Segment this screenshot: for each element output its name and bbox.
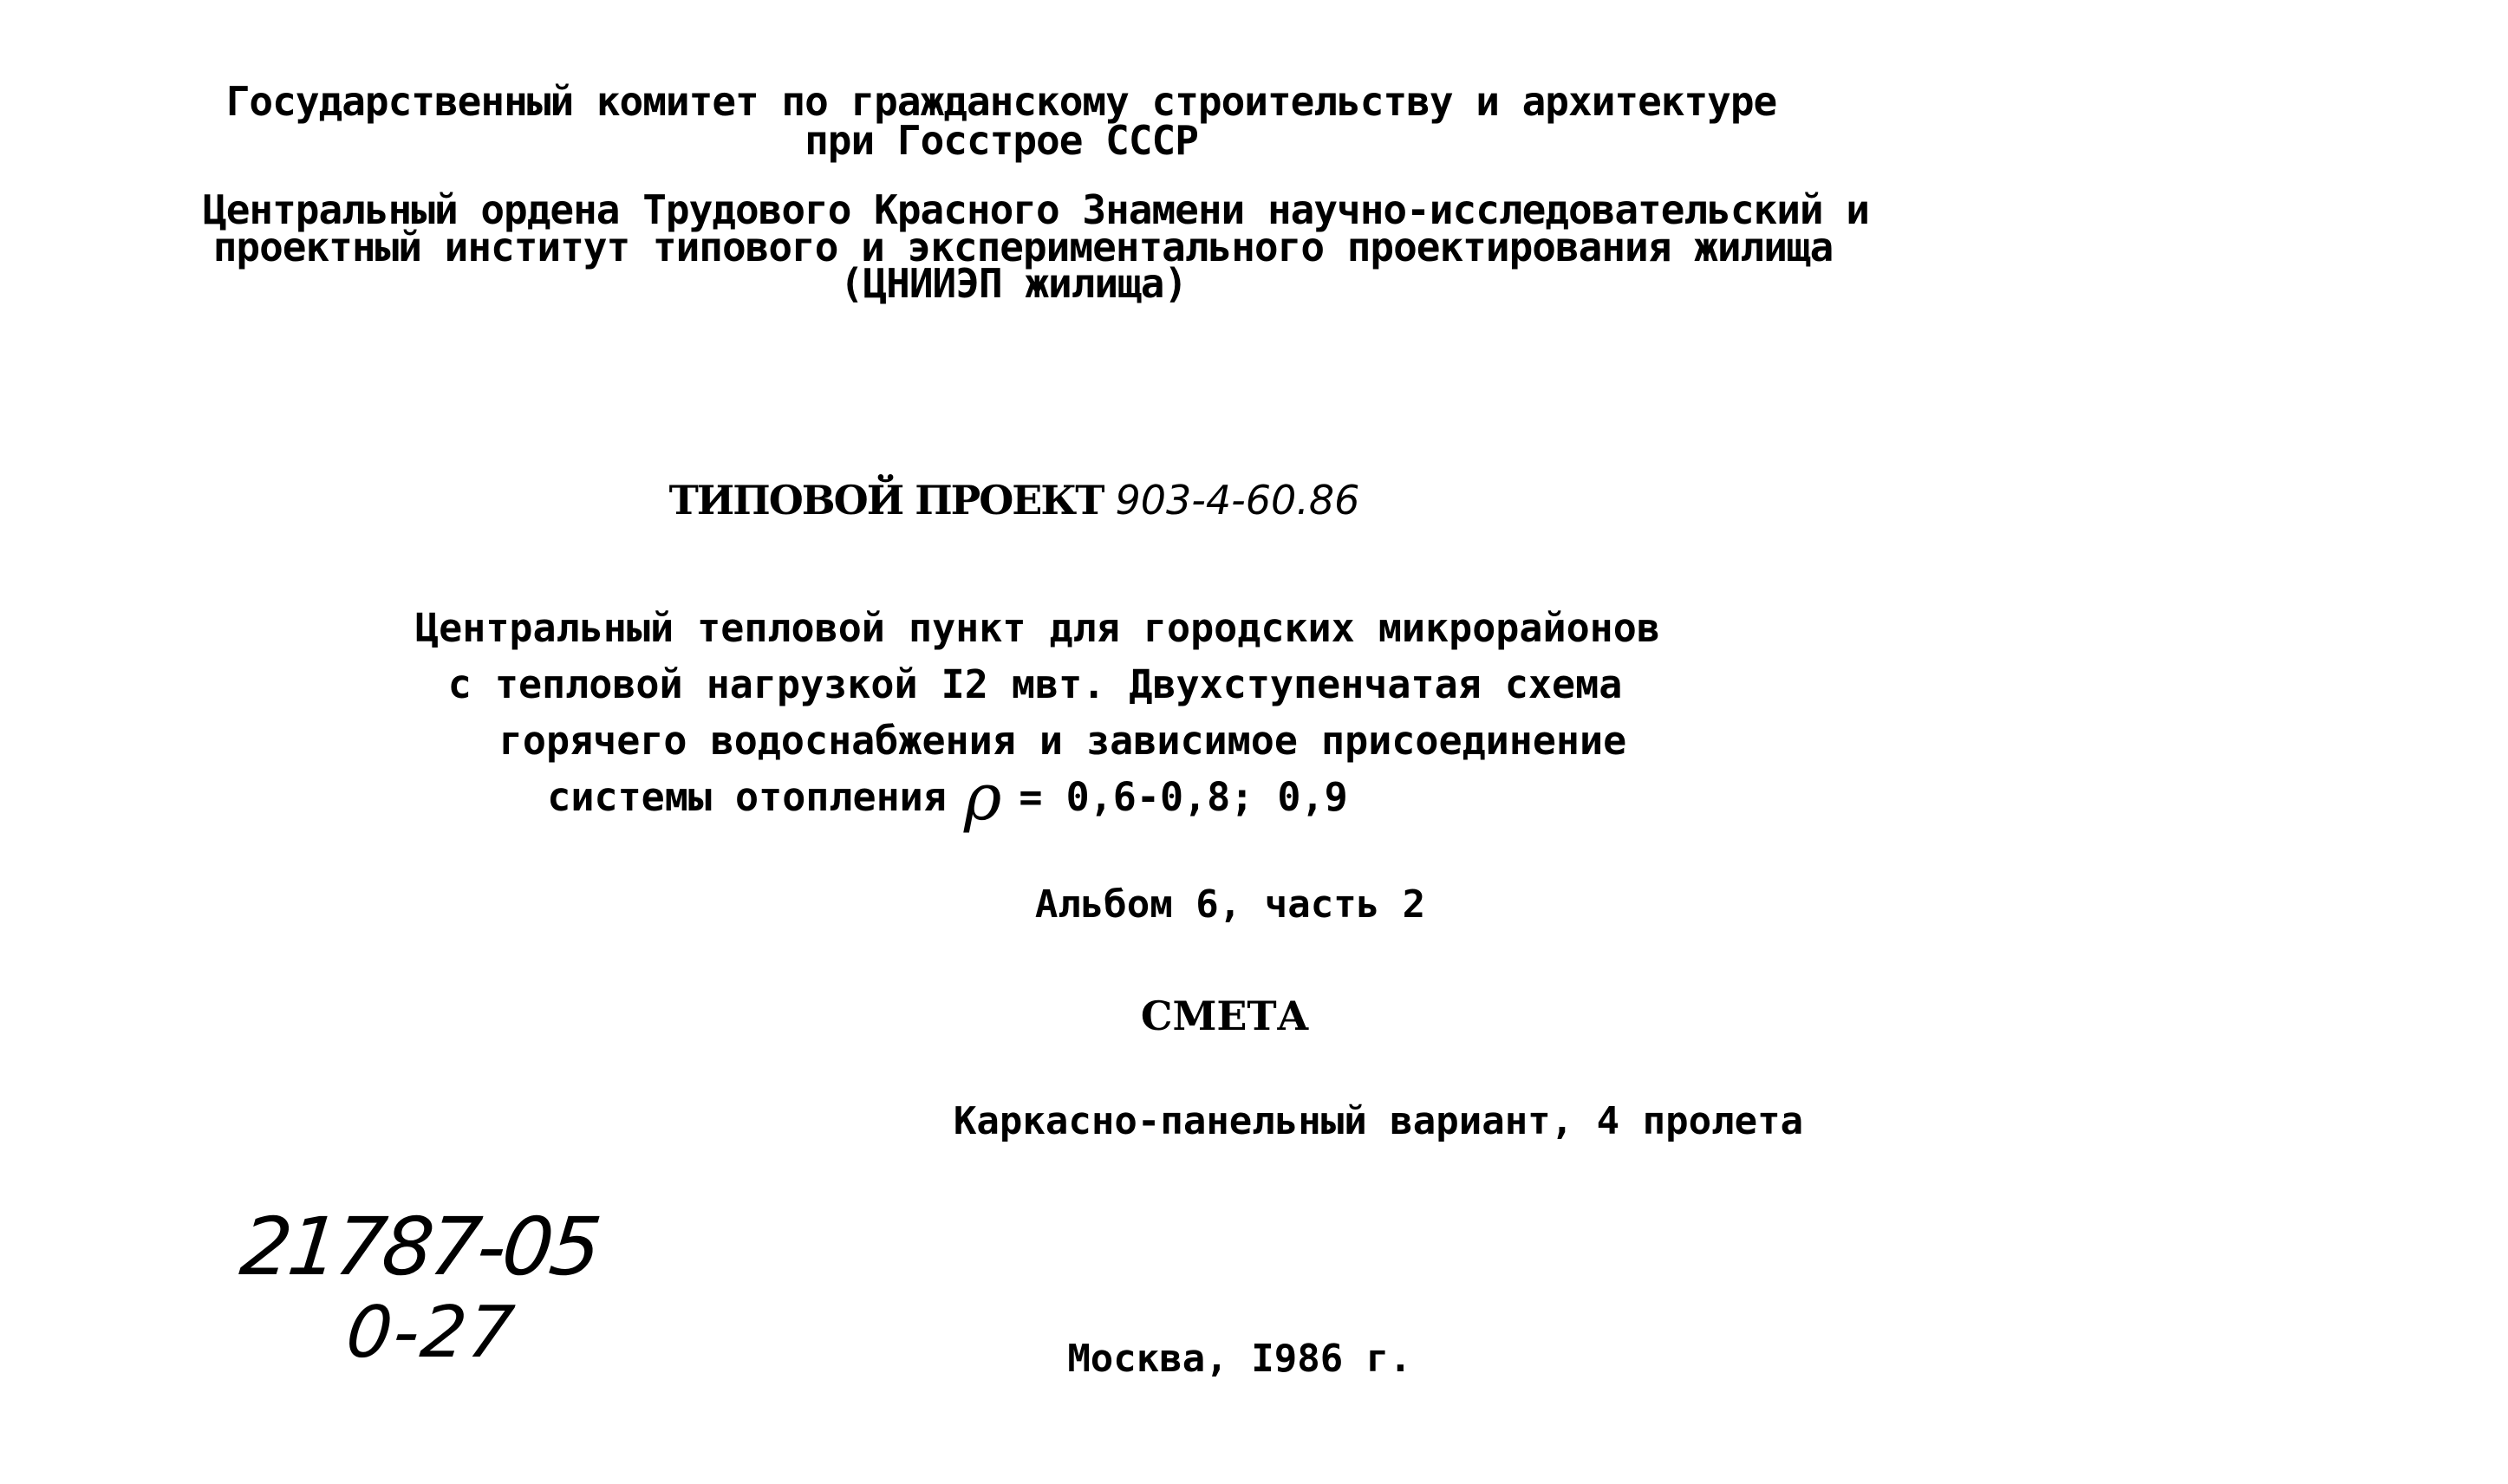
institute-abbreviation: (ЦНИИЭП жилища) xyxy=(839,260,1188,307)
section-title: СМЕТА xyxy=(1140,993,1310,1039)
institute-name-line1: Центральный ордена Трудового Красного Знамени научно-исследовательский и xyxy=(203,186,1869,233)
variant-description: Каркасно-панельный вариант, 4 пролета xyxy=(953,1099,1804,1143)
handwritten-code-line2: 0-27 xyxy=(342,1292,520,1374)
description-line3: горячего водоснабжения и зависимое присоединение xyxy=(498,718,1627,764)
rho-symbol: ρ xyxy=(963,760,1002,835)
description-line1: Центральный тепловой пункт для городских микрорайонов xyxy=(415,605,1660,651)
project-number: 903-4-60.86 xyxy=(1115,477,1360,524)
handwritten-code-line1: 21787-05 xyxy=(236,1201,603,1293)
project-title-prefix: ТИПОВОЙ ПРОЕКТ xyxy=(668,477,1104,524)
committee-name-line1: Государственный комитет по гражданскому строительству и архитектуре xyxy=(225,78,1777,125)
institute-name-line2: проектный институт типового и экспериментального проектирования жилища xyxy=(212,224,1834,270)
description-line4-suffix: = 0,6-0,8; 0,9 xyxy=(1019,774,1348,820)
city-year: Москва, I986 г. xyxy=(1067,1337,1412,1381)
description-line4-prefix: системы отопления xyxy=(547,774,947,820)
album-part: Альбом 6, часть 2 xyxy=(1034,882,1426,927)
committee-name-line2: при Госстрое СССР xyxy=(805,117,1198,164)
description-line4 xyxy=(0,760,1895,835)
project-title xyxy=(0,477,2029,524)
description-line2: с тепловой нагрузкой I2 мвт. Двухступенчатая схема xyxy=(447,661,1623,707)
